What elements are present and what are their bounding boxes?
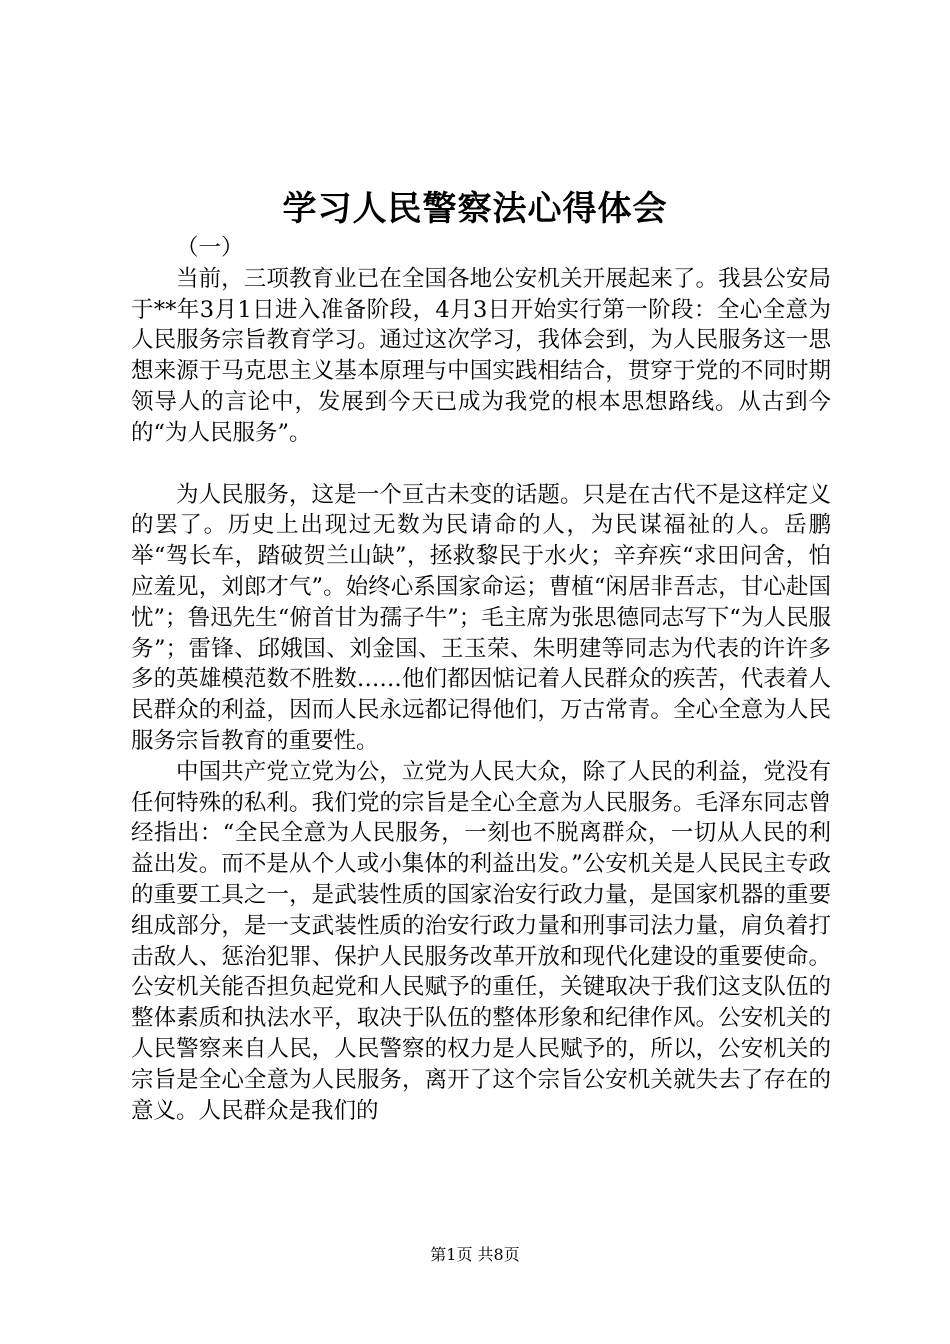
document-body — [131, 233, 831, 1126]
paragraph-2: 为人民服务，这是一个亘古未变的话题。只是在古代不是这样定义的罢了。历史上出现过无数为民请命的人，为民谋福祉的人。岳鹏举“驾长车，踏破贺兰山缺”，拯救黎民于水火；辛弃疾“求田问舍，怕应羞见，刘郎才气”。始终心系国家命运；曹植“闲居非吾志，甘心赴国忧”；鲁迅先生“俯首甘为孺子牛”；毛主席为张思德同志写下“为人民服务”；雷锋、邱娥国、刘金国、王玉荣、朱明建等同志为代表的许许多多的英雄模范数不胜数……他们都因惦记着人民群众的疾苦，代表着人民群众的利益，因而人民永远都记得他们，万古常青。全心全意为人民服务宗旨教育的重要性。 — [131, 481, 831, 754]
paragraph-3: 中国共产党立党为公，立党为人民大众，除了人民的利益，党没有任何特殊的私利。我们党的宗旨是全心全意为人民服务。毛泽东同志曾经指出：“全民全意为人民服务，一刻也不脱离群众，一切从人民的利益出发。而不是从个人或小集体的利益出发。”公安机关是人民民主专政的重要工具之一，是武装性质的国家治安行政力量，是国家机器的重要组成部分，是一支武装性质的治安行政力量和刑事司法力量，肩负着打击敌人、惩治犯罪、保护人民服务改革开放和现代化建设的重要使命。公安机关能否担负起党和人民赋予的重任，关键取决于我们这支队伍的整体素质和执法水平，取决于队伍的整体形象和纪律作风。公安机关的人民警察来自人民，人民警察的权力是人民赋予的，所以，公安机关的宗旨是全心全意为人民服务，离开了这个宗旨公安机关就失去了存在的意义。人民群众是我们的 — [131, 758, 831, 1124]
page-footer: 第1页 共8页 — [430, 1245, 520, 1264]
document-title: 学习人民警察法心得体会 — [282, 189, 668, 229]
section-heading: （一） — [176, 235, 244, 261]
paragraph-spacer — [131, 449, 831, 480]
paragraph-1: 当前，三项教育业已在全国各地公安机关开展起来了。我县公安局于**年3月1日进入准备阶段，4月3日开始实行第一阶段：全心全意为人民服务宗旨教育学习。通过这次学习，我体会到，为人民服务这一思想来源于马克思主义基本原理与中国实践相结合，贯穿于党的不同时期领导人的言论中，发展到今天已成为我党的根本思想路线。从古到今的“为人民服务”。 — [131, 265, 831, 446]
